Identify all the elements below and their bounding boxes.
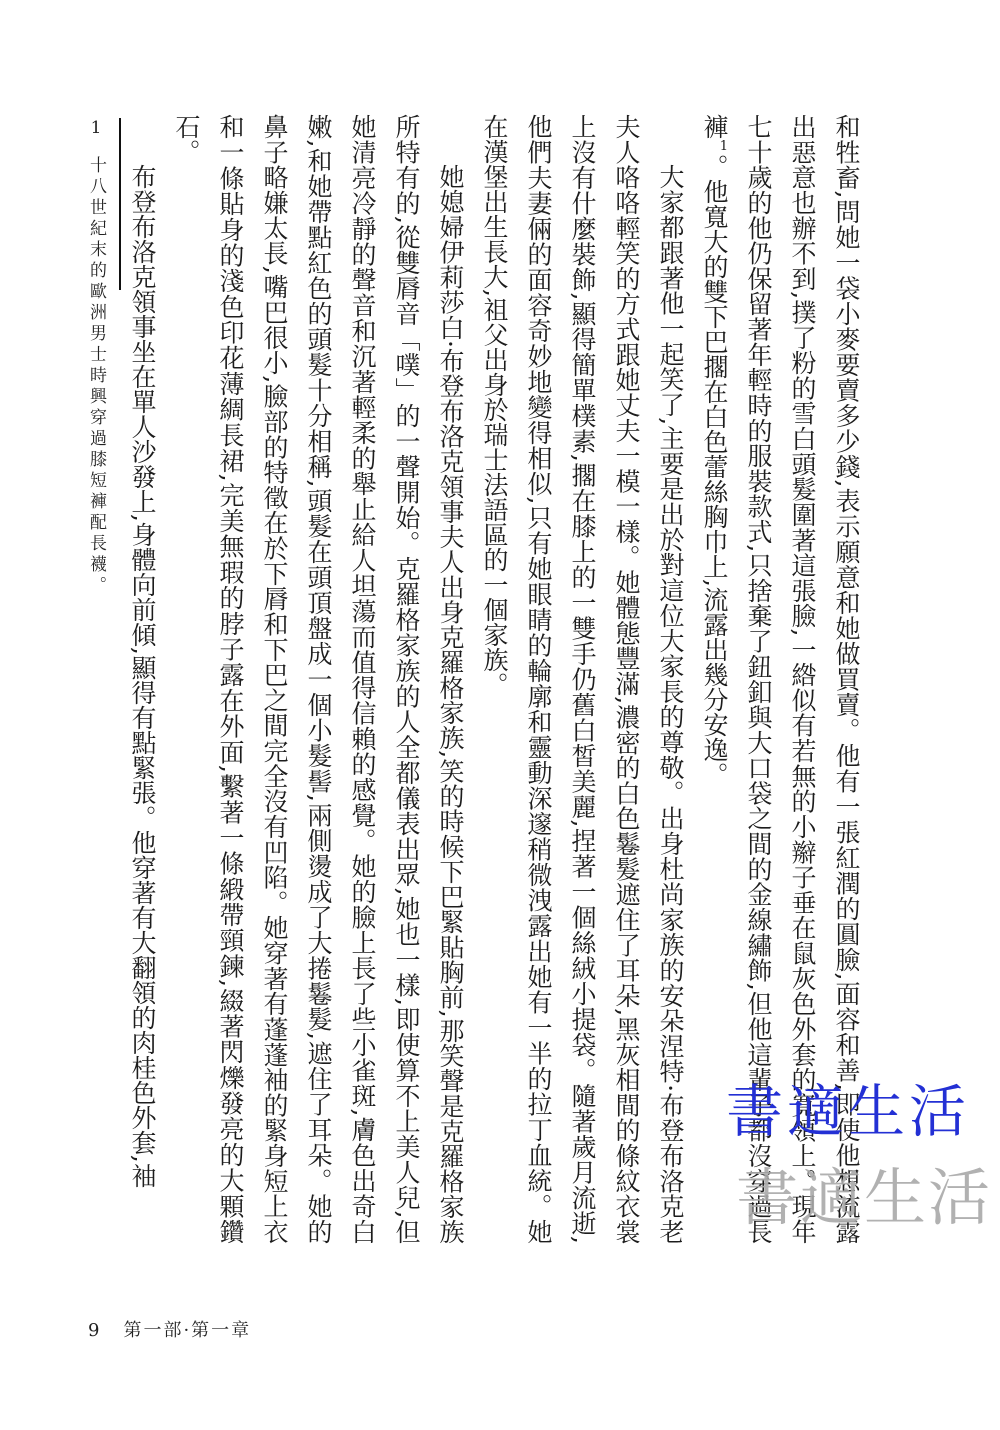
footnote-number: 1 — [86, 118, 106, 142]
footnote-text: 十八世紀末的歐洲男士時興穿過膝短褲配長襪。 — [86, 156, 106, 597]
footnote — [84, 118, 109, 1298]
paragraph: 大家都跟著他一起笑了,主要是出於對這位大家長的尊敬。出身杜尚家族的安朵涅特·布登布洛克老夫人咯咯輕笑的方式跟她丈夫一模一樣。她體態豐滿,濃密的白色鬈髮遮住了耳朵,黑灰相間的條紋衣裳上沒有什麼裝飾,顯得簡單樸素,擱在膝上的一雙手仍舊白皙美麗,捏著一個絲絨小提袋。隨著歲月流逝,他們夫妻倆的面容奇妙地變得相似,只有她眼睛的輪廓和靈動深邃稍微洩露出她有一半的拉丁血統。她在漢堡出生長大,祖父出身於瑞士法語區的一個家族。 — [480, 114, 685, 1244]
watermark-gray: 書適生活 — [736, 1161, 993, 1234]
footnote-separator-line — [119, 118, 121, 290]
page-footer — [88, 1316, 251, 1342]
footnote-marker: 1 — [716, 139, 732, 154]
paragraph: 布登布洛克領事坐在單人沙發上,身體向前傾,顯得有點緊張。他穿著有大翻領的肉桂色外套,袖 — [128, 164, 157, 1188]
paragraph: 她媳婦伊莉莎白·布登布洛克領事夫人出身克羅格家族,笑的時候下巴緊貼胸前,那笑聲是克羅格家族所特有的,從雙脣音「噗」的一聲開始。克羅格家族的人全都儀表出眾,她也一樣,即使算不上美人兒,但她清亮冷靜的聲音和沉著輕柔的舉止給人坦蕩而值得信賴的感覺。她的臉上長了些小雀斑,膚色出奇白嫩,和她帶點紅色的頭髮十分相稱,頭髮在頭頂盤成一個小髮髻,兩側燙成了大捲鬈髮,遮住了耳朵。她的鼻子略嫌太長,嘴巴很小,臉部的特徵在於下脣和下巴之間完全沒有凹陷。她穿著有蓬蓬袖的緊身短上衣和一條貼身的淺色印花薄綢長裙,完美無瑕的脖子露在外面,繫著一條緞帶頸鍊,綴著閃爍發亮的大顆鑽石。 — [172, 114, 465, 1244]
paragraph-continuation — [692, 114, 868, 1244]
watermark-blue: 書適生活 — [726, 1079, 970, 1145]
paragraph-text: 和牲畜,問她一袋小麥要賣多少錢,表示願意和她做買賣。他有一張紅潤的圓臉,面容和善,即使他想流露出惡意也辦不到,撲了粉的雪白頭髮圍著這張臉,一綹似有若無的小辮子垂在鼠灰色外套的寬領上。現年七十歲的他仍保留著年輕時的服裝款式,只捨棄了鈕釦與大口袋之間的金線繡飾,但他這輩子都沒穿過長褲 — [700, 114, 861, 1244]
page-number: 9 — [88, 1320, 102, 1341]
chapter-label: 第一部·第一章 — [123, 1320, 252, 1341]
body-text — [120, 114, 868, 1244]
paragraph-text: 。他寬大的雙下巴擱在白色蕾絲胸巾上,流露出幾分安逸。 — [700, 154, 729, 787]
